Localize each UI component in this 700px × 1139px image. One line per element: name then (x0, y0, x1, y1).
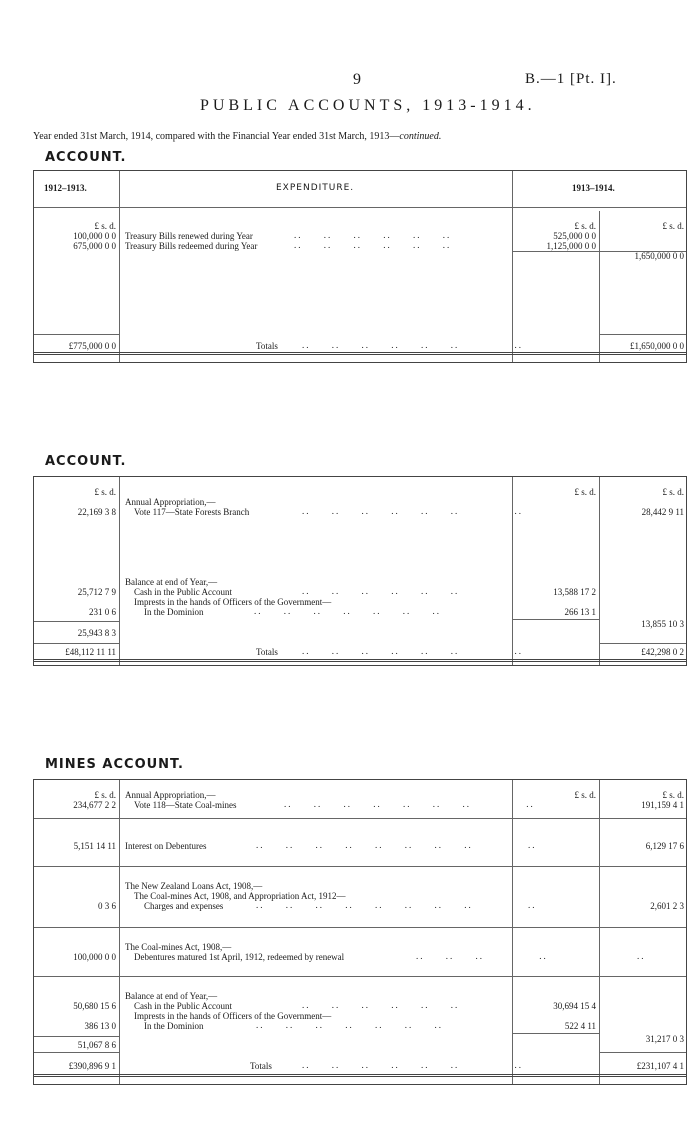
section2-total-curr: £42,298 0 2 (641, 647, 684, 657)
section1-col-main: EXPENDITURE. (276, 183, 355, 193)
section3-cash-prev: 50,680 15 6 (73, 1001, 116, 1011)
section1-subtotal: 1,650,000 0 0 (634, 251, 684, 261)
section1-total-prev: £775,000 0 0 (68, 341, 116, 351)
section3-total-curr: £231,107 4 1 (636, 1061, 684, 1071)
section2-cash-prev: 25,712 7 9 (77, 587, 116, 597)
section3-approp-curr: 191,159 4 1 (641, 800, 684, 810)
section2-approp-heading: Annual Appropriation,— (125, 497, 216, 507)
section2-balance-curr: 13,855 10 3 (641, 619, 684, 629)
section1-totals-label: Totals (256, 341, 278, 351)
section1-row2-label: Treasury Bills redeemed during Year (125, 241, 258, 251)
section2-approp-curr: 28,442 9 11 (641, 507, 684, 517)
section2-approp-prev: 22,169 3 8 (77, 507, 116, 517)
page-subtitle (33, 131, 441, 142)
section1-currency-prev: £ s. d. (94, 221, 116, 231)
section3-coal-prev: 100,000 0 0 (73, 952, 116, 962)
section3-balance-curr: 31,217 0 3 (645, 1034, 684, 1044)
section2-total-prev: £48,112 11 11 (65, 647, 116, 657)
section3-currency-b: £ s. d. (662, 790, 684, 800)
subtitle-continued: continued. (399, 131, 442, 142)
page-number: 9 (353, 71, 361, 88)
section1-row1-prev: 100,000 0 0 (73, 231, 116, 241)
section2-currency-prev: £ s. d. (94, 487, 116, 497)
section3-approp-heading: Annual Appropriation,— (125, 790, 216, 800)
section3-interest-prev: 5,151 14 11 (73, 841, 116, 851)
section2-cash-a: 13,588 17 2 (553, 587, 596, 597)
section2-currency-b: £ s. d. (662, 487, 684, 497)
document-reference: B.—1 [Pt. I]. (525, 71, 617, 87)
section2-approp-line: Vote 117—State Forests Branch (134, 507, 250, 517)
section3-coal-heading: The Coal-mines Act, 1908,— (125, 942, 232, 952)
section3-currency-a: £ s. d. (574, 790, 596, 800)
section3-currency-prev: £ s. d. (94, 790, 116, 800)
section2-imprest-label1: Imprests in the hands of Officers of the Government— (134, 597, 332, 607)
section1-total-curr: £1,650,000 0 0 (630, 341, 684, 351)
section1-row2-prev: 675,000 0 0 (73, 241, 116, 251)
section3-totals-label: Totals (250, 1061, 272, 1071)
section3-loans-line1: The Coal-mines Act, 1908, and Appropriation Act, 1912— (134, 891, 346, 901)
section1-col-prev: 1912–1913. (44, 183, 87, 193)
section2-totals-label: Totals (256, 647, 278, 657)
section1-row2-a: 1,125,000 0 0 (546, 241, 596, 251)
section1-currency-b: £ s. d. (662, 221, 684, 231)
section2-balance-heading: Balance at end of Year,— (125, 577, 218, 587)
section1-row1-a: 525,000 0 0 (553, 231, 596, 241)
section2-cash-label: Cash in the Public Account (134, 587, 232, 597)
section3-loans-curr: 2,601 2 3 (650, 901, 684, 911)
section3-approp-line: Vote 118—State Coal-mines (134, 800, 237, 810)
section1-table: 1912–1913. EXPENDITURE. 1913–1914. £ s. d. £ s. d. £ s. d. 100,000 0 0 Treasury Bills renewed during Year .. .. .. .. .. .. 525,000 0 0 675,000 0 0 Treasury Bills redeemed during Year .. .. .. .. .. .. 1,125,000 0 0 1,650,000 0 0 £775,000 0 0 Totals .. .. .. .. .. .. .. £1,650,000 0 0 (33, 170, 687, 363)
section3-cash-label: Cash in the Public Account (134, 1001, 232, 1011)
section2-title: ACCOUNT. (45, 454, 127, 469)
section3-table: £ s. d. £ s. d. £ s. d. Annual Appropriation,— 234,677 2 2 Vote 118—State Coal-mines .. .. .. .. .. .. .. .. 191,159 4 1 5,151 14 11 Interest on Debentures .. .. .. .. .. .. .. .. .. 6,129 17 6 The New Zealand Loans Act, 1908,— The Coal-mines Act, 1908, and Appropriation Act, 1912— 0 3 6 Charges and expenses .. .. .. .. .. .. .. .. .. 2,601 2 3 The Coal-mines Act, 1908,— 100,000 0 0 Debentures matured 1st April, 1912, redeemed by renewal .. .. .. .. .. Balance at end of Year,— 50,680 15 6 Cash in the Public Account .. .. .. .. .. .. 30,694 15 4 Imprests in the hands of Officers of the Government— 386 13 0 In the Dominion .. .. .. .. .. .. .. 522 4 11 51,067 8 6 31,217 0 3 £390,896 9 1 Totals .. .. .. .. .. .. .. £231,107 4 1 (33, 779, 687, 1085)
section2-imprest-label2: In the Dominion (144, 607, 204, 617)
section3-imprest-label2: In the Dominion (144, 1021, 204, 1031)
section3-imprest-label1: Imprests in the hands of Officers of the Government— (134, 1011, 332, 1021)
section3-coal-line: Debentures matured 1st April, 1912, redeemed by renewal (134, 952, 345, 962)
section3-interest-curr: 6,129 17 6 (645, 841, 684, 851)
section2-balance-prev: 25,943 8 3 (77, 628, 116, 638)
section3-interest-label: Interest on Debentures (125, 841, 207, 851)
section3-approp-prev: 234,677 2 2 (73, 800, 116, 810)
section2-imprest-prev: 231 0 6 (89, 607, 116, 617)
section3-cash-a: 30,694 15 4 (553, 1001, 596, 1011)
section3-balance-heading: Balance at end of Year,— (125, 991, 218, 1001)
section3-loans-line2: Charges and expenses (144, 901, 224, 911)
section3-balance-prev: 51,067 8 6 (77, 1040, 116, 1050)
section3-imprest-a: 522 4 11 (564, 1021, 596, 1031)
subtitle-main: Year ended 31st March, 1914, compared with the Financial Year ended 31st March, 1913— (33, 131, 400, 142)
section3-total-prev: £390,896 9 1 (68, 1061, 116, 1071)
section1-row1-label: Treasury Bills renewed during Year (125, 231, 253, 241)
section1-col-curr: 1913–1914. (572, 183, 615, 193)
section3-loans-prev: 0 3 6 (98, 901, 116, 911)
section1-currency-a: £ s. d. (574, 221, 596, 231)
page-title: PUBLIC ACCOUNTS, 1913-1914. (200, 97, 536, 114)
section3-title: MINES ACCOUNT. (45, 757, 184, 772)
section1-title: ACCOUNT. (45, 150, 127, 165)
section2-table: £ s. d. £ s. d. £ s. d. Annual Appropriation,— 22,169 3 8 Vote 117—State Forests Branch .. .. .. .. .. .. .. 28,442 9 11 Balance at end of Year,— 25,712 7 9 Cash in the Public Account .. .. .. .. .. .. 13,588 17 2 Imprests in the hands of Officers of the Government— 231 0 6 In the Dominion .. .. .. .. .. .. .. 266 13 1 25,943 8 3 13,855 10 3 £48,112 11 11 Totals .. .. .. .. .. .. .. £42,298 0 2 (33, 476, 687, 666)
section3-loans-heading: The New Zealand Loans Act, 1908,— (125, 881, 263, 891)
section3-imprest-prev: 386 13 0 (84, 1021, 116, 1031)
section2-imprest-a: 266 13 1 (564, 607, 596, 617)
section2-currency-a: £ s. d. (574, 487, 596, 497)
